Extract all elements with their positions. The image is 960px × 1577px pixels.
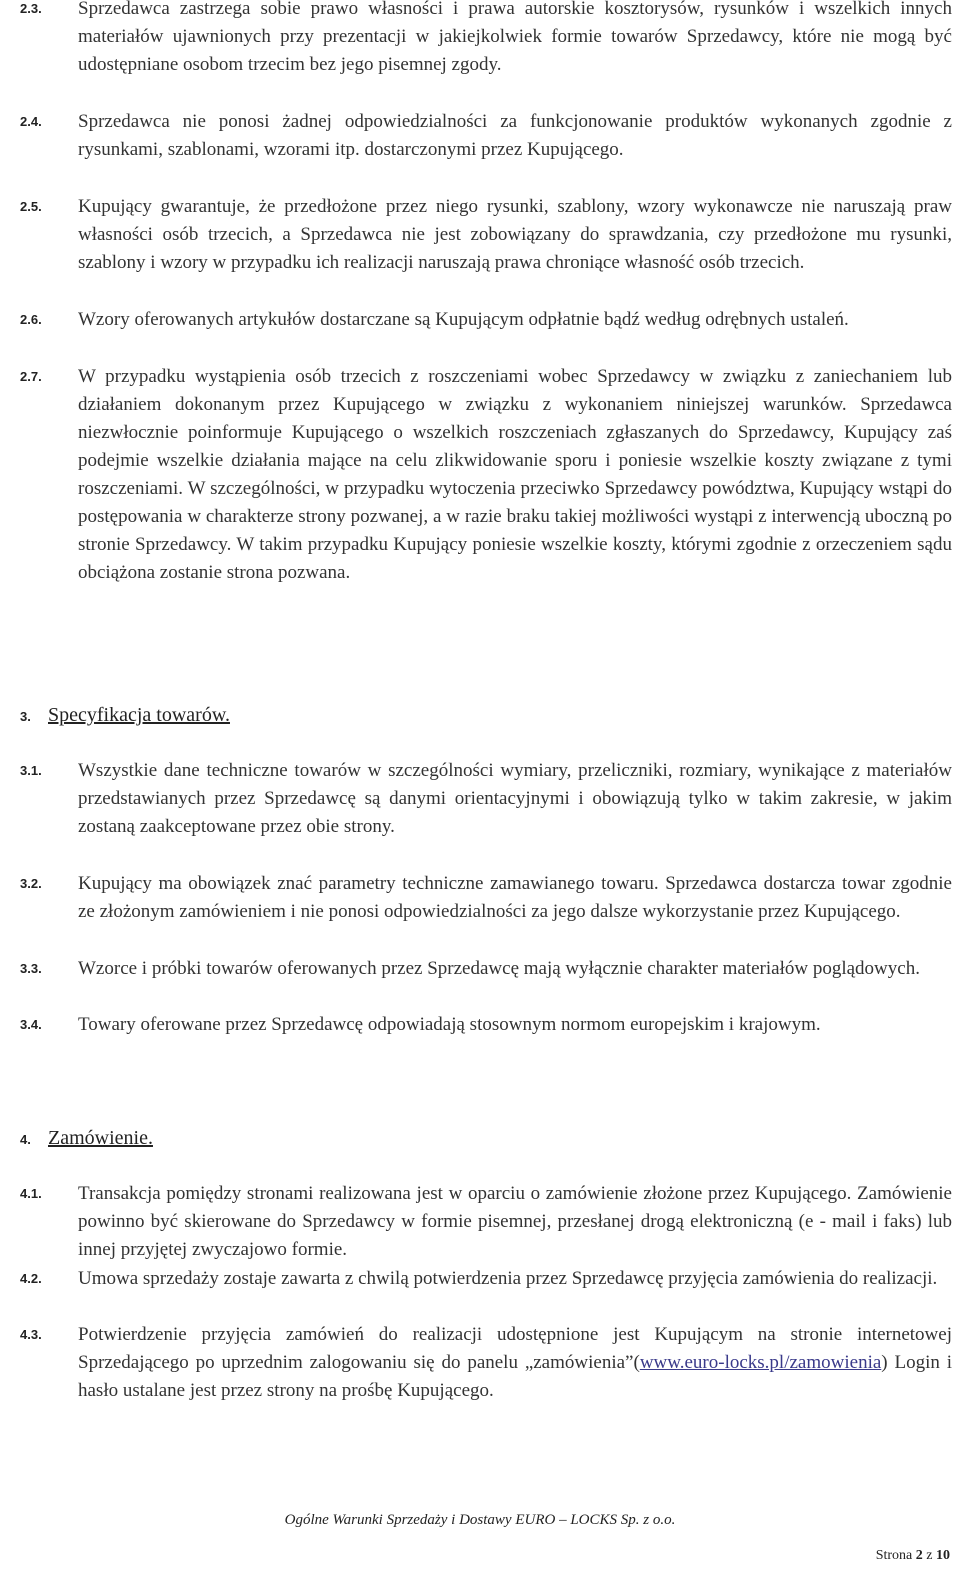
clause-2-3 <box>20 0 952 79</box>
clause-text: Kupujący gwarantuje, że przedłożone przez niego rysunki, szablony, wzory wykonawcze nie naruszają praw własności osób trzecich, a Sprzedawca nie jest zobowiązany do sprawdzania, czy przedłożone mu rysunki, szablony i wzory w przypadku ich realizacji naruszają prawa chroniące własność osób trzecich. <box>78 196 952 273</box>
clause-text: Sprzedawca nie ponosi żadnej odpowiedzialności za funkcjonowanie produktów wykonanych zgodnie z rysunkami, szablonami, wzorami itp. dostarczonymi przez Kupującego. <box>78 111 952 160</box>
page-current: 2 <box>915 1548 923 1563</box>
page-footer: Ogólne Warunki Sprzedaży i Dostawy EURO – LOCKS Sp. z o.o. <box>284 1512 676 1528</box>
clause-text: W przypadku wystąpienia osób trzecich z roszczeniami wobec Sprzedawcy w związku z zaniechaniem lub działaniem dokonanym przez Kupującego w związku z wykonaniem niniejszej warunków. Sprzedawca niezwłocznie poinformuje Kupującego o wszelkich roszczeniach zgłaszanych do Sprzedawcy, Kupujący zaś podejmie wszelkie działania mające na celu zlikwidowanie sporu i poniesie wszelkie koszty związane z tymi roszczeniami. W szczególności, w przypadku wytoczenia przeciwko Sprzedawcy powództwa, Kupujący wstąpi do postępowania w charakterze strony pozwanej, a w razie braku takiej możliwości wystąpi z interwencją uboczną po stronie Sprzedawcy. W takim przypadku Kupujący poniesie wszelkie koszty, którymi zgodnie z orzeczeniem sądu obciążona zostanie strona pozwana. <box>78 366 952 583</box>
clause-3-3 <box>20 955 952 983</box>
clause-2-5 <box>20 193 952 277</box>
clause-text: Towary oferowane przez Sprzedawcę odpowiadają stosownym normom europejskim i krajowym. <box>78 1014 821 1035</box>
clause-text <box>78 1321 952 1405</box>
page-total: 10 <box>936 1548 950 1563</box>
clause-number: 3.3. <box>20 961 42 976</box>
clause-number: 3.4. <box>20 1017 42 1032</box>
clause-text-before: Potwierdzenie przyjęcia zamówień do realizacji udostępnione jest Kupującym na stronie internetowej Sprzedającego po uprzednim zalogowaniu się do panelu „zamówienia”( <box>78 1324 952 1373</box>
clause-number: 3.1. <box>20 763 42 778</box>
clause-text: Wzory oferowanych artykułów dostarczane są Kupującym odpłatnie bądź według odrębnych ustaleń. <box>78 309 849 330</box>
section-heading-3 <box>20 701 230 731</box>
clause-number: 4.2. <box>20 1271 42 1286</box>
orders-panel-link[interactable]: www.euro-locks.pl/zamowienia <box>639 1352 882 1373</box>
clause-text-after: ) Login i hasło ustalane jest przez strony na prośbę Kupującego. <box>78 1352 952 1401</box>
section-number: 4. <box>20 1132 31 1147</box>
clause-2-4 <box>20 108 952 164</box>
clause-number: 4.1. <box>20 1186 42 1201</box>
section-title: Zamówienie. <box>48 1127 153 1149</box>
section-number: 3. <box>20 709 31 724</box>
clause-text: Wszystkie dane techniczne towarów w szczególności wymiary, przeliczniki, rozmiary, wynikające z materiałów przedstawianych przez Sprzedawcę są danymi orientacyjnymi i obowiązują tylko w takim zakresie, w jakim zostaną zaakceptowane przez obie strony. <box>78 760 952 837</box>
clause-3-1 <box>20 757 952 841</box>
clause-4-1 <box>20 1180 952 1264</box>
clause-3-2 <box>20 870 952 926</box>
page-separator: z <box>926 1548 933 1563</box>
clause-number: 2.6. <box>20 312 42 327</box>
clause-number: 2.4. <box>20 114 42 129</box>
clause-number: 2.3. <box>20 1 42 16</box>
clause-text: Kupujący ma obowiązek znać parametry techniczne zamawianego towaru. Sprzedawca dostarcza towar zgodnie ze złożonym zamówieniem i nie ponosi odpowiedzialności za jego dalsze wykorzystanie przez Kupującego. <box>78 873 952 922</box>
clause-4-3 <box>20 1321 952 1405</box>
clause-number: 3.2. <box>20 876 42 891</box>
clause-2-6 <box>20 306 952 334</box>
clause-4-2 <box>20 1265 952 1293</box>
clause-text: Wzorce i próbki towarów oferowanych przez Sprzedawcę mają wyłącznie charakter materiałów poglądowych. <box>78 958 920 979</box>
section-title: Specyfikacja towarów. <box>48 704 230 726</box>
clause-number: 2.5. <box>20 199 42 214</box>
clause-text: Transakcja pomiędzy stronami realizowana jest w oparciu o zamówienie złożone przez Kupującego. Zamówienie powinno być skierowane do Sprzedawcy w formie pisemnej, przesłanej drogą elektroniczną (e - mail i faks) lub innej przyjętej zwyczajowo formie. <box>78 1183 952 1260</box>
page-number <box>876 1548 950 1564</box>
clause-number: 4.3. <box>20 1327 42 1342</box>
clause-text: Sprzedawca zastrzega sobie prawo własności i prawa autorskie kosztorysów, rysunków i wszelkich innych materiałów ujawnionych przy prezentacji w jakiejkolwiek formie towarów Sprzedawcy, które nie mogą być udostępniane osobom trzecim bez jego pisemnej zgody. <box>78 0 952 75</box>
clause-text: Umowa sprzedaży zostaje zawarta z chwilą potwierdzenia przez Sprzedawcę przyjęcia zamówienia do realizacji. <box>78 1268 938 1289</box>
section-heading-4 <box>20 1124 153 1154</box>
clause-number: 2.7. <box>20 369 42 384</box>
page-label: Strona <box>875 1548 913 1563</box>
clause-3-4 <box>20 1011 952 1039</box>
clause-2-7 <box>20 363 952 587</box>
